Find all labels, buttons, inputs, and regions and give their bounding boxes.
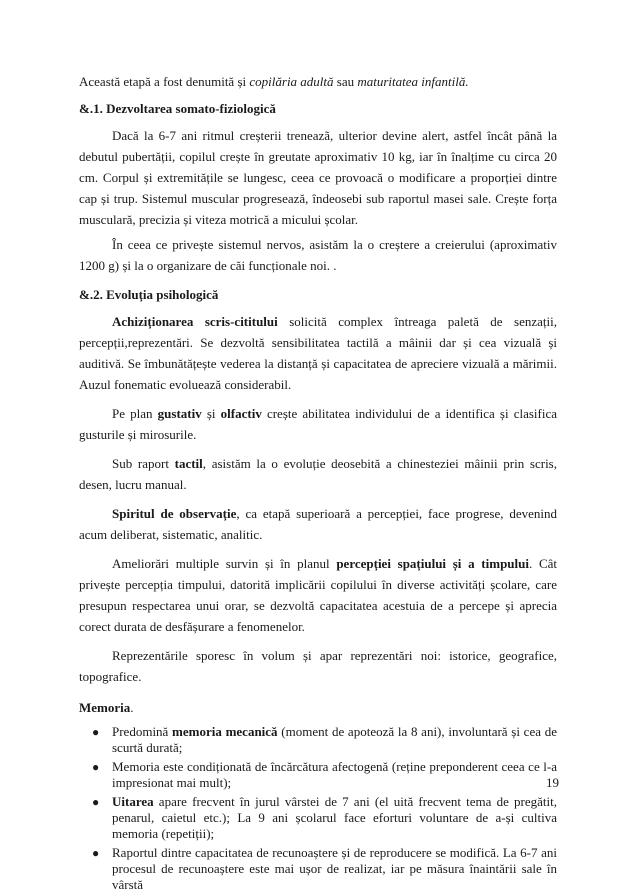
paragraph-text: . Cât privește percepția timpului, datorită implicării copilului în diverse activități școlare, care presupun respectarea unui orar, se dezvoltă capacitatea acestuia de a percepe și aprecia corect durata de desfășurare a fenomenelor. (79, 556, 557, 634)
bullet-icon: ● (92, 846, 100, 860)
section2-paragraph-6: Reprezentările sporesc în volum și apar reprezentări noi: istorice, geografice, topografice. (79, 648, 557, 684)
intro-italic-1: copilăria adultă (249, 74, 334, 89)
bullet-icon: ● (92, 725, 100, 739)
bold-term: percepției spațiului și a timpului (336, 556, 529, 571)
intro-text: Această etapă a fost denumită și (79, 74, 250, 89)
paragraph-text: crește abilitatea individului de a identifica și clasifica gusturile și mirosurile. (79, 406, 558, 442)
bold-term: olfactiv (220, 406, 262, 421)
page-number: 19 (546, 775, 559, 790)
page-content (79, 71, 557, 896)
intro-text-2: sau (333, 74, 358, 89)
paragraph-text: , asistăm la o evoluție deosebită a chinesteziei mâinii prin scris, desen, lucru manual. (79, 456, 557, 492)
section2-paragraph-5 (79, 553, 557, 637)
memory-heading-text: Memoria (79, 700, 131, 715)
section1-paragraph-2: În ceea ce privește sistemul nervos, asistăm la o creștere a creierului (aproximativ 1200 g) și la o organizare de căi funcționale noi. . (79, 237, 557, 273)
list-item (88, 724, 557, 756)
section1-heading: &.1. Dezvoltarea somato-fiziologică (79, 101, 276, 116)
bold-term: Uitarea (112, 794, 154, 809)
list-item (88, 759, 557, 791)
bold-term: memoria mecanică (172, 724, 278, 739)
bold-term: gustativ (157, 406, 202, 421)
list-item (88, 794, 557, 842)
item-text: Raportul dintre capacitatea de recunoaștere și de reproducere se modifică. La 6-7 ani procesul de recunoaștere este mai ușor de realizat, iar pe măsura înaintării sale în vârstă (112, 845, 557, 892)
intro-italic-2: maturitatea infantilă. (357, 74, 469, 89)
item-text: Memoria este condiționată de încărcătura afectogenă (reține preponderent ceea ce l-a impresionat mai mult); (112, 759, 557, 790)
bullet-icon: ● (92, 760, 100, 774)
paragraph-text: solicită complex întreaga paletă de senzații, percepții,reprezentări. Se dezvoltă sensibilitatea tactilă a mâinii dar și cea vizuală și auditivă. Se îmbunătățește vederea la distanță și capacitatea de apreciere vizuală a mărimii. Auzul fonematic evoluează considerabil. (79, 314, 557, 392)
section2-paragraph-1 (79, 311, 557, 395)
memory-list (79, 724, 557, 893)
bullet-icon: ● (92, 795, 100, 809)
paragraph-text: Pe plan (112, 406, 158, 421)
memory-heading (79, 697, 557, 718)
paragraph-text: Ameliorări multiple survin și în planul (112, 556, 337, 571)
bold-term: Spiritul de observație (112, 506, 237, 521)
list-item (88, 845, 557, 893)
paragraph-text: Sub raport (112, 456, 175, 471)
memory-heading-dot: . (130, 700, 134, 715)
item-text: (moment de apoteoză la 8 ani), involuntară și cea de scurtă durată; (112, 724, 557, 755)
section2-paragraph-2 (79, 403, 557, 445)
section2-paragraph-4 (79, 503, 557, 545)
section1-paragraph-1: Dacă la 6-7 ani ritmul creșterii treneazã, ulterior devine alert, astfel încât până la debutul pubertății, copilul crește în greutate aproximativ 10 kg, iar în înalțime cu circa 20 cm. Corpul și extremitățile se lungesc, ceea ce provoacă o modificare a proporției dintre cap și trup. Sistemul muscular progresează, îndeosebi sub raportul masei sale. Crește forța musculară, precizia și viteza motrică a micului școlar. (79, 128, 557, 227)
item-text: apare frecvent în jurul vârstei de 7 ani (el uită frecvent tema de pregătit, penarul, caietul etc.); La 9 ani școlarul face eforturi voluntare de a-și cultiva memoria (repetiții); (112, 794, 557, 841)
bold-term: Achiziționarea scris-cititului (112, 314, 278, 329)
intro-paragraph (79, 71, 557, 92)
bold-term: tactil (174, 456, 203, 471)
section2-paragraph-3 (79, 453, 557, 495)
paragraph-text: și (201, 406, 221, 421)
item-text: Predomină (112, 724, 173, 739)
paragraph-text: , ca etapă superioară a percepției, face progrese, devenind acum deliberat, sistematic, analitic. (79, 506, 557, 542)
section2-heading: &.2. Evoluția psihologică (79, 287, 219, 302)
